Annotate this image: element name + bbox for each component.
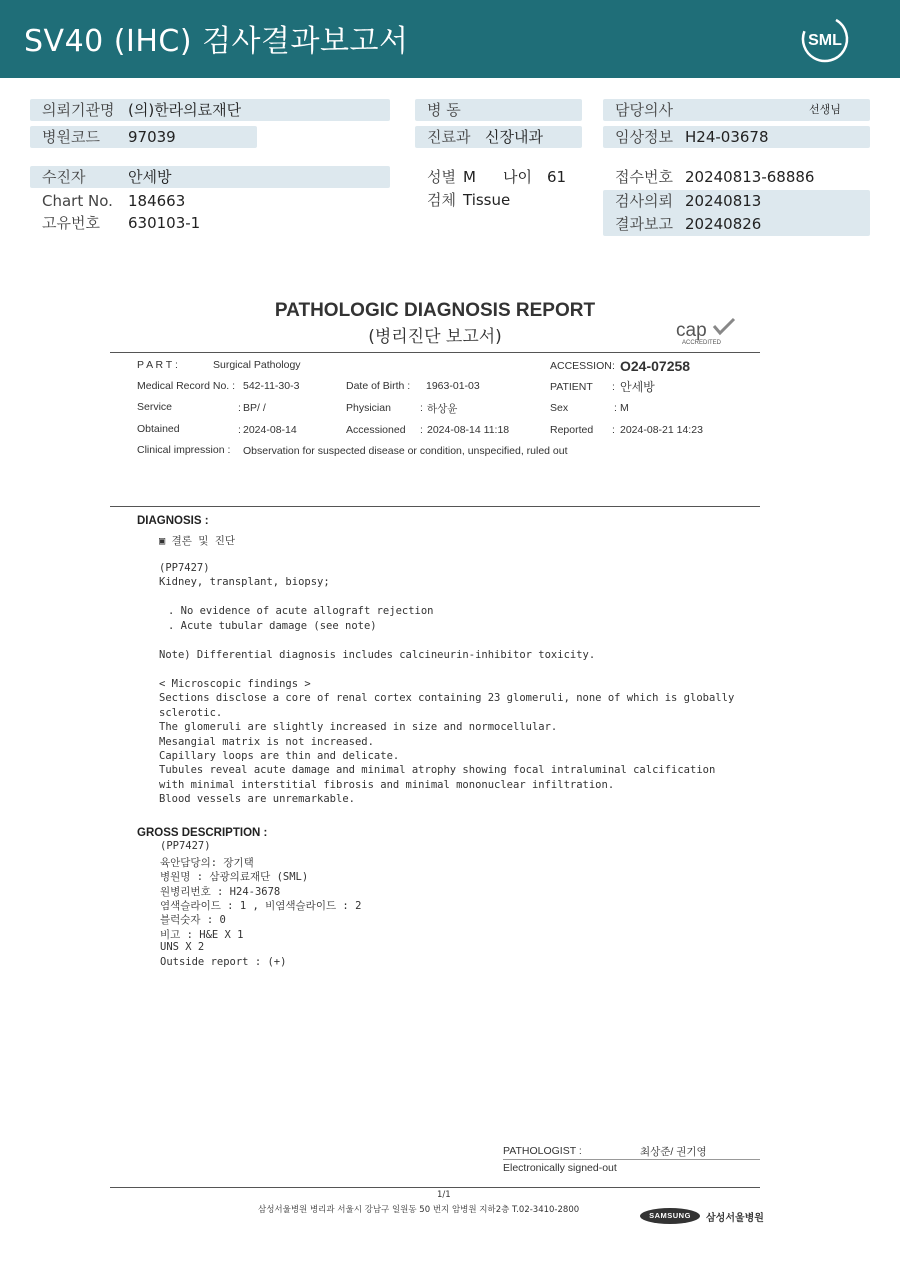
gross-line: 염색슬라이드 : 1 , 비염색슬라이드 : 2: [160, 900, 362, 912]
department-field: [415, 126, 582, 148]
mrn-value: 542-11-30-3: [243, 380, 300, 392]
unique-no-value: 630103-1: [128, 214, 201, 232]
service-value: BP/ /: [243, 402, 266, 414]
obtained-colon: :: [238, 424, 241, 436]
institution-label: 의뢰기관명: [42, 101, 115, 119]
page-title: SV40 (IHC) 검사결과보고서: [24, 24, 409, 59]
header-rule: [110, 352, 760, 353]
receipt-value: 20240813-68886: [685, 168, 815, 186]
service-label: Service: [137, 401, 173, 413]
gross-line: UNS X 2: [160, 941, 205, 953]
institution-value: (의)한라의료재단: [128, 101, 242, 119]
gross-line: 블럭숫자 : 0: [160, 914, 226, 926]
patient-value-report: 안세방: [620, 380, 655, 394]
gross-line: 원병리번호 : H24-3678: [160, 886, 281, 898]
pathologist-label: PATHOLOGIST :: [503, 1145, 582, 1157]
signature-rule: [503, 1159, 760, 1160]
gross-line: (PP7427): [160, 840, 211, 852]
sex-value-report: M: [620, 402, 629, 414]
accession-colon: :: [612, 360, 615, 372]
report-title: PATHOLOGIC DIAGNOSIS REPORT: [274, 300, 596, 321]
unique-no-label: 고유번호: [42, 214, 100, 232]
diagnosis-line: < Microscopic findings >: [159, 678, 311, 690]
doctor-label: 담당의사: [615, 101, 673, 119]
sex-colon: :: [614, 402, 617, 414]
diagnosis-line: . No evidence of acute allograft rejection: [168, 605, 434, 617]
patient-colon: :: [612, 381, 615, 393]
patient-field: [30, 166, 390, 188]
receipt-label: 접수번호: [615, 168, 673, 186]
hospital-code-value: 97039: [128, 128, 176, 146]
gross-line: 육안담당의: 장기택: [160, 857, 254, 869]
physician-colon: :: [420, 402, 423, 414]
service-colon: :: [238, 402, 241, 414]
patient-value: 안세방: [128, 168, 172, 186]
request-result-field: [603, 190, 870, 236]
clinical-info-field: [603, 126, 870, 148]
physician-value: 하상윤: [427, 403, 458, 415]
impression-value: Observation for suspected disease or condition, unspecified, ruled out: [243, 445, 568, 457]
diagnosis-line: . Acute tubular damage (see note): [168, 620, 377, 632]
samsung-logo: SAMSUNG: [640, 1208, 700, 1224]
age-value: 61: [547, 168, 567, 186]
body-rule: [110, 506, 760, 507]
header-bar: [0, 0, 900, 78]
diagnosis-line: Note) Differential diagnosis includes calcineurin-inhibitor toxicity.: [159, 649, 596, 661]
pathologist-value: 최상준/ 권기영: [640, 1146, 707, 1158]
mrn-label: Medical Record No. :: [137, 380, 236, 392]
footer-rule: [110, 1187, 760, 1188]
request-value: 20240813: [685, 192, 762, 210]
accession-value: O24-07258: [620, 358, 691, 374]
result-label: 결과보고: [615, 215, 673, 233]
sex-label-report: Sex: [550, 402, 569, 414]
physician-label: Physician: [346, 402, 391, 414]
svg-text:cap: cap: [676, 320, 707, 341]
diagnosis-line: Capillary loops are thin and delicate.: [159, 750, 400, 762]
chart-no-value: 184663: [128, 192, 186, 210]
footer-address: 삼성서울병원 병리과 서울시 강남구 일원동 50 번지 암병원 지하2층 T.02-3410-2800: [258, 1205, 580, 1215]
department-value: 신장내과: [485, 128, 543, 146]
chart-no-field: [30, 190, 390, 212]
diagnosis-line: with minimal interstitial fibrosis and minimal mononuclear infiltration.: [159, 779, 615, 791]
specimen-field: [415, 189, 582, 211]
gross-line: 병원명 : 삼광의료재단 (SML): [160, 871, 309, 883]
diagnosis-line: The glomeruli are slightly increased in size and normocellular.: [159, 721, 558, 733]
svg-text:ACCREDITED: ACCREDITED: [682, 340, 722, 346]
specimen-label: 검체: [427, 191, 456, 209]
unique-no-field: [30, 212, 390, 234]
request-label: 검사의뢰: [615, 192, 673, 210]
receipt-field: [603, 166, 870, 188]
patient-label: 수진자: [42, 168, 86, 186]
accession-label: ACCESSION: [550, 360, 612, 372]
diagnosis-line: Sections disclose a core of renal cortex containing 23 glomeruli, none of which is globally: [159, 692, 735, 704]
sex-age-field: [415, 166, 582, 188]
specimen-value: Tissue: [463, 191, 511, 209]
gross-line: Outside report : (+): [160, 956, 287, 968]
sml-logo: [800, 14, 850, 64]
gross-heading: GROSS DESCRIPTION :: [137, 827, 268, 839]
reported-label: Reported: [550, 424, 594, 436]
diagnosis-line: Tubules reveal acute damage and minimal atrophy showing focal intraluminal calcification: [159, 764, 716, 776]
result-value: 20240826: [685, 215, 762, 233]
accessioned-label: Accessioned: [346, 424, 406, 436]
ward-field: [415, 99, 582, 121]
footer-hospital-name: 삼성서울병원: [706, 1213, 764, 1224]
diagnosis-line: ▣ 결론 및 진단: [159, 535, 236, 547]
reported-colon: :: [612, 424, 615, 436]
diagnosis-heading: DIAGNOSIS :: [137, 515, 209, 527]
obtained-label: Obtained: [137, 423, 180, 435]
part-label: P A R T :: [137, 359, 178, 371]
cap-accredited-logo: [676, 316, 738, 346]
chart-no-label: Chart No.: [42, 192, 113, 210]
dob-value: 1963-01-03: [426, 380, 480, 392]
part-value: Surgical Pathology: [213, 359, 301, 371]
doctor-suffix: 선생님: [809, 103, 841, 116]
dob-label: Date of Birth :: [346, 380, 411, 392]
page-number: 1/1: [437, 1190, 451, 1200]
sex-label: 성별: [427, 168, 456, 186]
hospital-code-field: [30, 126, 257, 148]
diagnosis-line: sclerotic.: [159, 707, 223, 719]
clinical-info-value: H24-03678: [685, 128, 769, 146]
obtained-value: 2024-08-14: [243, 424, 297, 436]
diagnosis-line: (PP7427): [159, 562, 210, 574]
sex-value: M: [463, 168, 476, 186]
department-label: 진료과: [427, 128, 471, 146]
signed-out-text: Electronically signed-out: [503, 1162, 617, 1174]
age-label: 나이: [503, 168, 532, 186]
gross-line: 비고 : H&E X 1: [160, 929, 244, 941]
accessioned-value: 2024-08-14 11:18: [427, 424, 510, 436]
accessioned-colon: :: [420, 424, 423, 436]
svg-text:SML: SML: [808, 32, 842, 49]
hospital-code-label: 병원코드: [42, 128, 100, 146]
diagnosis-line: Mesangial matrix is not increased.: [159, 736, 374, 748]
patient-label-report: PATIENT: [550, 381, 593, 393]
clinical-info-label: 임상정보: [615, 128, 673, 146]
diagnosis-line: Blood vessels are unremarkable.: [159, 793, 355, 805]
ward-label: 병 동: [427, 101, 461, 119]
impression-label: Clinical impression :: [137, 444, 231, 456]
institution-field: [30, 99, 390, 121]
reported-value: 2024-08-21 14:23: [620, 424, 703, 436]
doctor-field: [603, 99, 870, 121]
report-subtitle: (병리진단 보고서): [368, 327, 502, 347]
diagnosis-line: Kidney, transplant, biopsy;: [159, 576, 330, 588]
